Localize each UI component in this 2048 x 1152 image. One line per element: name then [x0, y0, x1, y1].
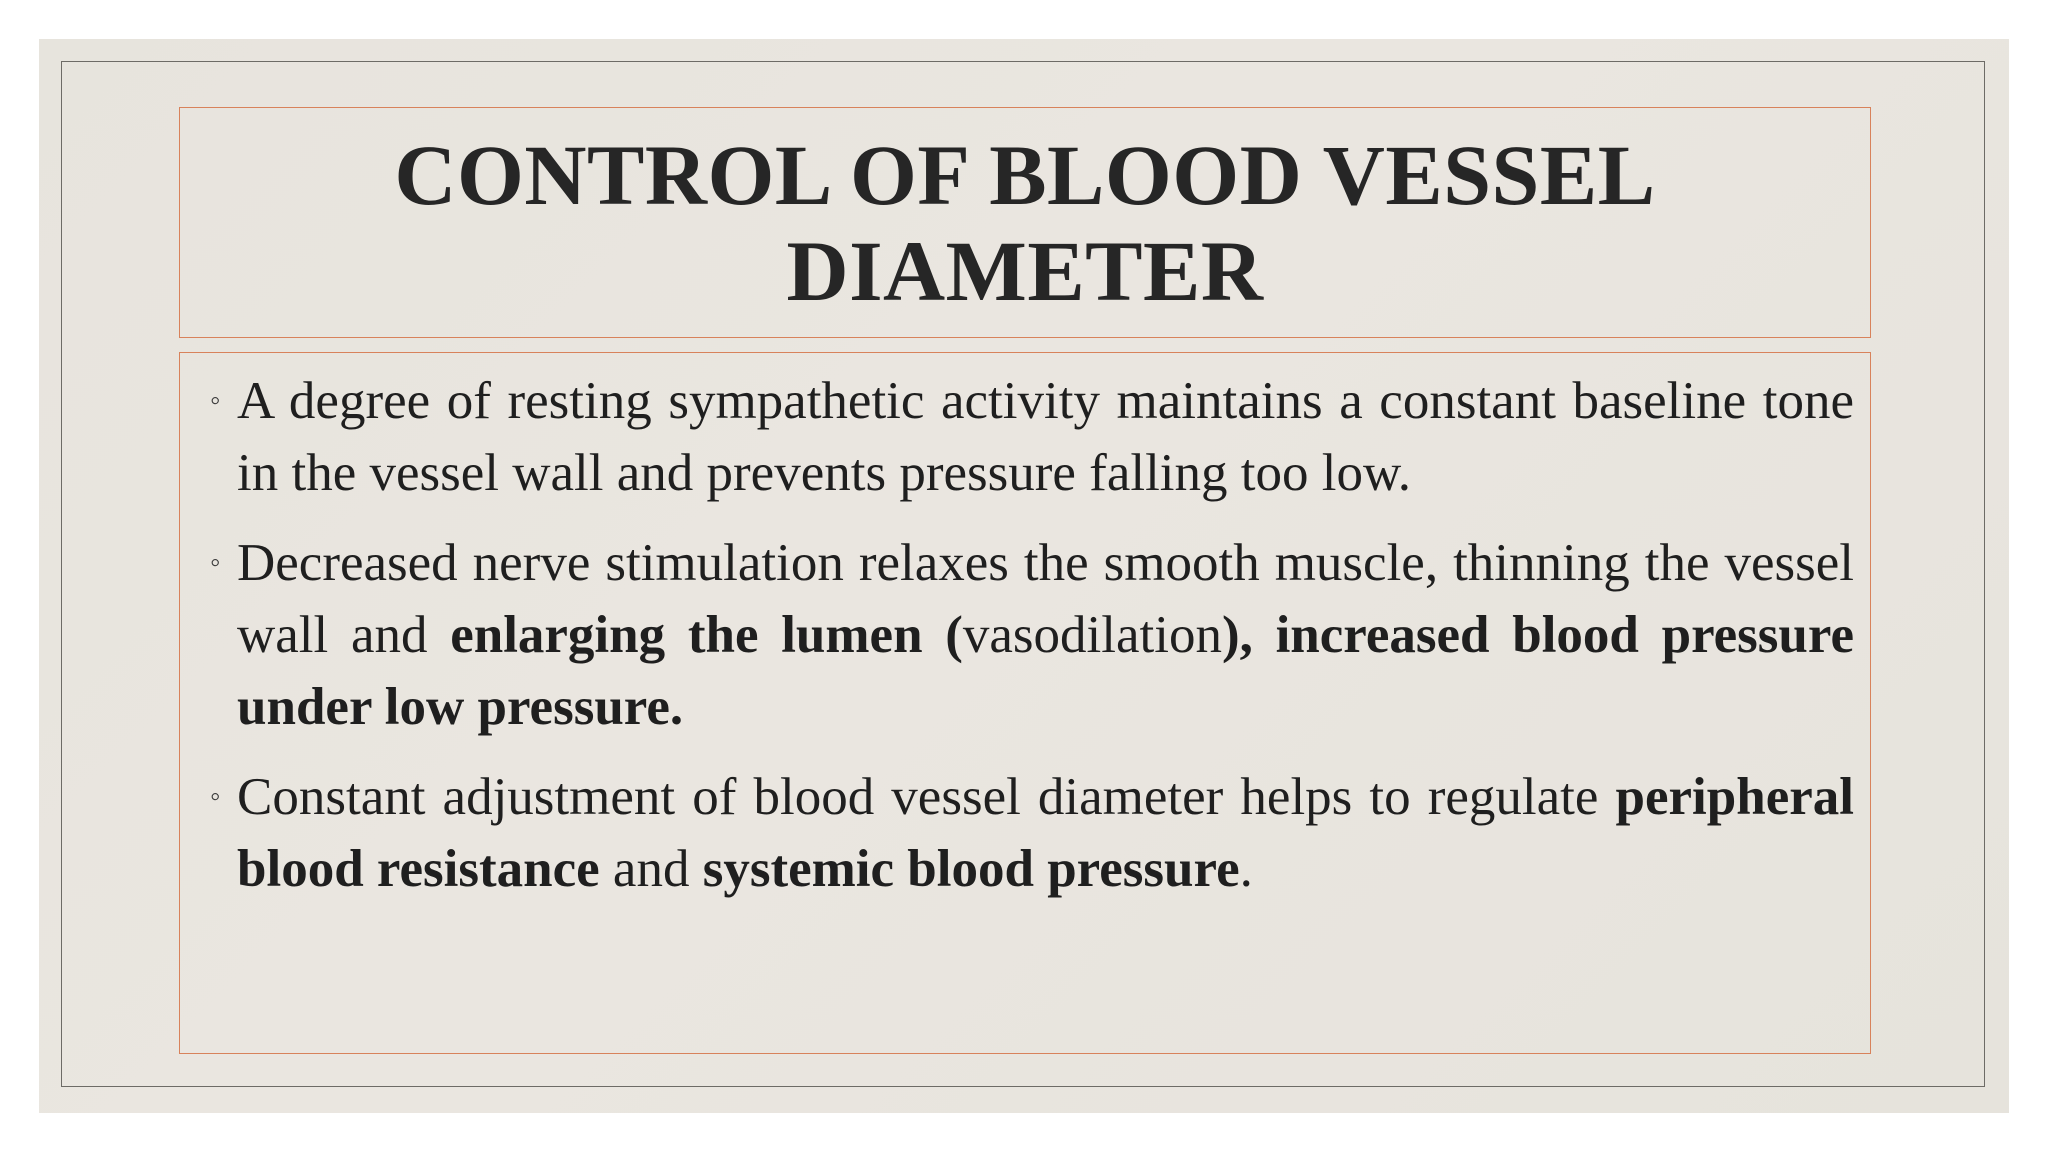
bullet-text-bold: ), increased blood pressure under low pressure.: [237, 606, 1854, 736]
bullet-marker-icon: ◦: [210, 546, 221, 579]
content-box: [179, 352, 1871, 1054]
bullet-text: Decreased nerve stimulation relaxes the smooth muscle, thinning the vessel wall and: [237, 534, 1854, 664]
slide-title: CONTROL OF BLOOD VESSEL DIAMETER: [394, 126, 1656, 319]
bullet-text-bold: peripheral blood resistance: [237, 768, 1854, 898]
bullet-text-bold: systemic blood pressure: [702, 840, 1240, 898]
bullet-item: [210, 527, 1854, 743]
bullet-text: A degree of resting sympathetic activity maintains a constant baseline tone in the vessel wall and prevents pressure falling too low.: [237, 372, 1854, 502]
bullet-text: .: [1239, 840, 1253, 898]
slide: [39, 39, 2009, 1113]
title-box: [179, 107, 1871, 338]
bullet-item: [210, 365, 1854, 509]
bullet-list: [210, 365, 1854, 905]
bullet-marker-icon: ◦: [210, 384, 221, 417]
bullet-text: and: [599, 840, 703, 898]
bullet-text: Constant adjustment of blood vessel diameter helps to regulate: [237, 768, 1616, 826]
bullet-marker-icon: ◦: [210, 780, 221, 813]
bullet-text: vasodilation: [962, 606, 1222, 664]
bullet-text-bold: enlarging the lumen (: [450, 606, 963, 664]
bullet-item: [210, 761, 1854, 905]
